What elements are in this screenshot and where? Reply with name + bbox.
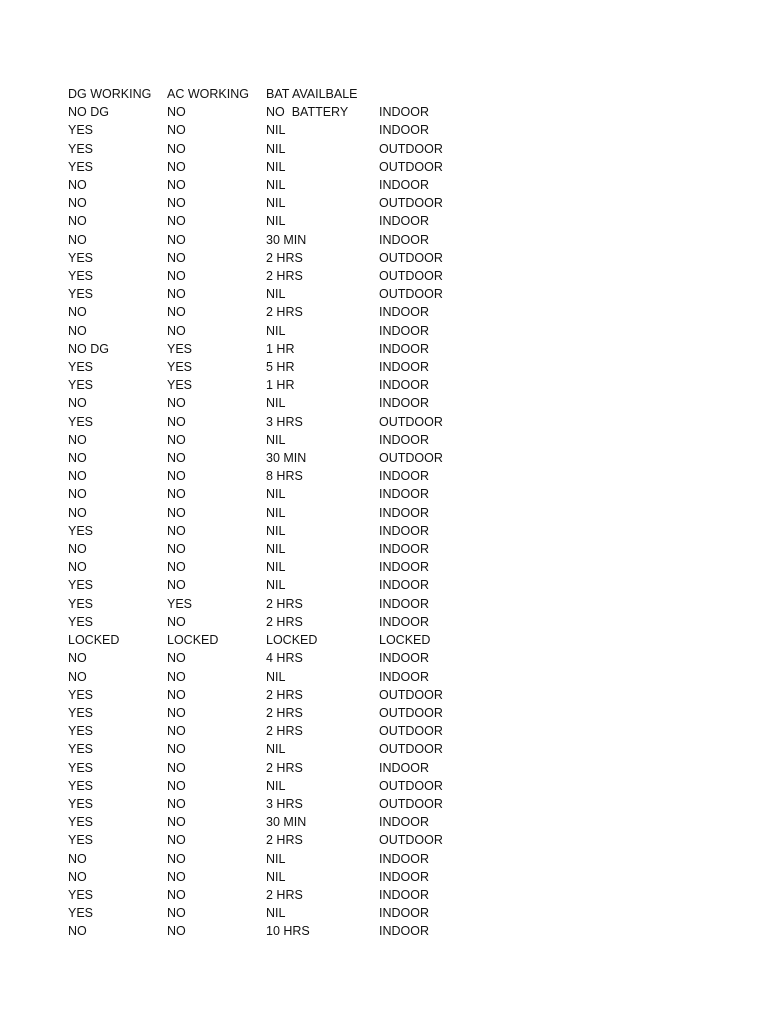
cell-bat-available: NIL: [266, 159, 286, 174]
cell-bat-available: 3 HRS: [266, 414, 303, 429]
cell-bat-available: 2 HRS: [266, 269, 303, 284]
cell-dg-working: NO: [68, 305, 87, 320]
cell-dg-working: NO: [68, 669, 87, 684]
cell-ac-working: NO: [167, 196, 186, 211]
cell-dg-working: NO DG: [68, 105, 109, 120]
cell-ac-working: NO: [167, 178, 186, 193]
cell-bat-available: NIL: [266, 178, 286, 193]
cell-ac-working: YES: [167, 341, 193, 356]
cell-bat-available: NIL: [266, 123, 286, 138]
cell-location: OUTDOOR: [379, 705, 443, 720]
cell-bat-available: NIL: [266, 906, 286, 921]
table-row: [68, 485, 479, 503]
cell-ac-working: NO: [167, 815, 186, 830]
table-row: [68, 722, 479, 740]
cell-dg-working: NO: [68, 542, 87, 557]
cell-location: OUTDOOR: [379, 687, 443, 702]
header-dg-working: DG WORKING: [68, 87, 152, 101]
cell-dg-working: NO: [68, 851, 87, 866]
table-row: [68, 158, 479, 176]
cell-bat-available: LOCKED: [266, 633, 318, 648]
cell-dg-working: YES: [68, 815, 94, 830]
cell-dg-working: YES: [68, 705, 94, 720]
table-row: [68, 777, 479, 795]
cell-bat-available: 2 HRS: [266, 833, 303, 848]
cell-dg-working: YES: [68, 523, 94, 538]
table-row: [68, 558, 479, 576]
table-row: [68, 194, 479, 212]
cell-ac-working: NO: [167, 305, 186, 320]
cell-ac-working: NO: [167, 906, 186, 921]
cell-location: LOCKED: [379, 633, 431, 648]
cell-dg-working: NO: [68, 651, 87, 666]
cell-dg-working: YES: [68, 123, 94, 138]
cell-ac-working: NO: [167, 487, 186, 502]
cell-ac-working: NO: [167, 232, 186, 247]
cell-location: INDOOR: [379, 323, 429, 338]
cell-dg-working: NO: [68, 214, 87, 229]
cell-bat-available: 2 HRS: [266, 614, 303, 629]
table-row: [68, 686, 479, 704]
cell-location: INDOOR: [379, 851, 429, 866]
cell-location: INDOOR: [379, 123, 429, 138]
cell-ac-working: NO: [167, 560, 186, 575]
table-row: [68, 850, 479, 868]
cell-bat-available: 2 HRS: [266, 887, 303, 902]
table-row: [68, 595, 479, 613]
cell-bat-available: NIL: [266, 396, 286, 411]
cell-ac-working: NO: [167, 505, 186, 520]
table-row: [68, 249, 479, 267]
cell-dg-working: NO: [68, 432, 87, 447]
cell-ac-working: NO: [167, 396, 186, 411]
cell-ac-working: NO: [167, 269, 186, 284]
table-row: [68, 340, 479, 358]
cell-bat-available: NIL: [266, 505, 286, 520]
cell-ac-working: YES: [167, 378, 193, 393]
cell-dg-working: YES: [68, 287, 94, 302]
table-row: [68, 449, 479, 467]
header-ac-working: AC WORKING: [167, 87, 249, 101]
cell-dg-working: YES: [68, 250, 94, 265]
cell-location: INDOOR: [379, 505, 429, 520]
cell-dg-working: YES: [68, 414, 94, 429]
cell-location: INDOOR: [379, 815, 429, 830]
table-row: [68, 540, 479, 558]
cell-ac-working: NO: [167, 214, 186, 229]
table-row: [68, 613, 479, 631]
cell-bat-available: 30 MIN: [266, 232, 307, 247]
table-body: [68, 103, 479, 940]
cell-location: INDOOR: [379, 596, 429, 611]
cell-ac-working: NO: [167, 542, 186, 557]
cell-bat-available: 10 HRS: [266, 924, 310, 939]
cell-bat-available: 2 HRS: [266, 724, 303, 739]
cell-dg-working: YES: [68, 141, 94, 156]
cell-bat-available: 30 MIN: [266, 451, 307, 466]
cell-dg-working: NO: [68, 487, 87, 502]
site-status-table: [68, 85, 479, 941]
cell-bat-available: 1 HR: [266, 341, 295, 356]
cell-bat-available: 2 HRS: [266, 760, 303, 775]
cell-location: INDOOR: [379, 469, 429, 484]
table-row: [68, 140, 479, 158]
cell-ac-working: NO: [167, 869, 186, 884]
header-bat-available: BAT AVAILBALE: [266, 87, 358, 101]
cell-location: OUTDOOR: [379, 196, 443, 211]
cell-location: INDOOR: [379, 360, 429, 375]
cell-location: INDOOR: [379, 542, 429, 557]
table-row: [68, 413, 479, 431]
cell-location: INDOOR: [379, 378, 429, 393]
cell-bat-available: 2 HRS: [266, 250, 303, 265]
cell-bat-available: NIL: [266, 432, 286, 447]
table-row: [68, 886, 479, 904]
cell-bat-available: 8 HRS: [266, 469, 303, 484]
header-location: [379, 85, 479, 103]
table-row: [68, 103, 479, 121]
cell-location: INDOOR: [379, 487, 429, 502]
cell-location: INDOOR: [379, 651, 429, 666]
cell-bat-available: NIL: [266, 323, 286, 338]
cell-dg-working: YES: [68, 887, 94, 902]
table-row: [68, 740, 479, 758]
cell-ac-working: NO: [167, 578, 186, 593]
cell-ac-working: NO: [167, 796, 186, 811]
cell-ac-working: NO: [167, 451, 186, 466]
cell-dg-working: NO DG: [68, 341, 109, 356]
cell-dg-working: NO: [68, 469, 87, 484]
table-row: [68, 668, 479, 686]
cell-bat-available: NIL: [266, 742, 286, 757]
table-row: [68, 813, 479, 831]
cell-ac-working: NO: [167, 469, 186, 484]
cell-ac-working: NO: [167, 414, 186, 429]
cell-dg-working: YES: [68, 778, 94, 793]
table-row: [68, 868, 479, 886]
cell-ac-working: NO: [167, 924, 186, 939]
table-row: [68, 504, 479, 522]
cell-location: OUTDOOR: [379, 250, 443, 265]
table-row: [68, 285, 479, 303]
cell-location: INDOOR: [379, 669, 429, 684]
cell-dg-working: YES: [68, 614, 94, 629]
cell-ac-working: NO: [167, 687, 186, 702]
table-row: [68, 631, 479, 649]
cell-location: INDOOR: [379, 214, 429, 229]
table-row: [68, 522, 479, 540]
cell-bat-available: 30 MIN: [266, 815, 307, 830]
cell-ac-working: NO: [167, 159, 186, 174]
cell-dg-working: YES: [68, 687, 94, 702]
table-row: [68, 831, 479, 849]
cell-bat-available: NIL: [266, 560, 286, 575]
cell-dg-working: NO: [68, 924, 87, 939]
cell-ac-working: NO: [167, 651, 186, 666]
cell-location: INDOOR: [379, 105, 429, 120]
cell-ac-working: NO: [167, 778, 186, 793]
cell-ac-working: NO: [167, 851, 186, 866]
cell-dg-working: NO: [68, 396, 87, 411]
table-row: [68, 267, 479, 285]
cell-ac-working: NO: [167, 105, 186, 120]
cell-bat-available: 1 HR: [266, 378, 295, 393]
table-row: [68, 576, 479, 594]
cell-ac-working: NO: [167, 669, 186, 684]
table-row: [68, 759, 479, 777]
cell-dg-working: YES: [68, 360, 94, 375]
data-sheet: [68, 85, 508, 941]
cell-bat-available: 4 HRS: [266, 651, 303, 666]
cell-dg-working: NO: [68, 178, 87, 193]
cell-location: INDOOR: [379, 178, 429, 193]
cell-dg-working: NO: [68, 323, 87, 338]
cell-ac-working: NO: [167, 724, 186, 739]
cell-bat-available: NIL: [266, 487, 286, 502]
table-row: [68, 376, 479, 394]
table-row: [68, 322, 479, 340]
cell-bat-available: NIL: [266, 778, 286, 793]
table-row: [68, 904, 479, 922]
cell-dg-working: NO: [68, 869, 87, 884]
cell-location: INDOOR: [379, 578, 429, 593]
cell-location: OUTDOOR: [379, 269, 443, 284]
cell-ac-working: NO: [167, 760, 186, 775]
table-row: [68, 467, 479, 485]
cell-bat-available: 2 HRS: [266, 305, 303, 320]
cell-ac-working: NO: [167, 523, 186, 538]
table-row: [68, 212, 479, 230]
cell-ac-working: YES: [167, 360, 193, 375]
cell-bat-available: NIL: [266, 214, 286, 229]
cell-location: INDOOR: [379, 869, 429, 884]
cell-bat-available: NIL: [266, 523, 286, 538]
cell-bat-available: NIL: [266, 542, 286, 557]
cell-dg-working: YES: [68, 578, 94, 593]
cell-dg-working: YES: [68, 724, 94, 739]
cell-location: INDOOR: [379, 560, 429, 575]
cell-ac-working: YES: [167, 596, 193, 611]
cell-location: INDOOR: [379, 341, 429, 356]
cell-dg-working: YES: [68, 378, 94, 393]
cell-ac-working: NO: [167, 123, 186, 138]
cell-bat-available: NIL: [266, 196, 286, 211]
cell-ac-working: NO: [167, 287, 186, 302]
cell-dg-working: YES: [68, 159, 94, 174]
cell-location: OUTDOOR: [379, 724, 443, 739]
cell-location: OUTDOOR: [379, 778, 443, 793]
header-row: [68, 85, 479, 103]
cell-location: INDOOR: [379, 305, 429, 320]
cell-location: INDOOR: [379, 924, 429, 939]
cell-dg-working: YES: [68, 760, 94, 775]
cell-location: INDOOR: [379, 614, 429, 629]
table-row: [68, 795, 479, 813]
cell-ac-working: NO: [167, 141, 186, 156]
cell-location: OUTDOOR: [379, 287, 443, 302]
cell-bat-available: NIL: [266, 141, 286, 156]
cell-bat-available: 2 HRS: [266, 705, 303, 720]
cell-ac-working: NO: [167, 833, 186, 848]
cell-dg-working: YES: [68, 742, 94, 757]
table-row: [68, 231, 479, 249]
cell-dg-working: YES: [68, 269, 94, 284]
cell-bat-available: 3 HRS: [266, 796, 303, 811]
table-row: [68, 394, 479, 412]
cell-ac-working: NO: [167, 614, 186, 629]
cell-dg-working: YES: [68, 796, 94, 811]
cell-location: INDOOR: [379, 906, 429, 921]
cell-location: INDOOR: [379, 760, 429, 775]
cell-dg-working: YES: [68, 906, 94, 921]
cell-location: OUTDOOR: [379, 141, 443, 156]
cell-dg-working: NO: [68, 560, 87, 575]
cell-bat-available: 5 HR: [266, 360, 295, 375]
cell-bat-available: NIL: [266, 287, 286, 302]
table-row: [68, 704, 479, 722]
cell-bat-available: NIL: [266, 578, 286, 593]
cell-ac-working: NO: [167, 250, 186, 265]
cell-ac-working: NO: [167, 432, 186, 447]
cell-location: INDOOR: [379, 887, 429, 902]
table-row: [68, 176, 479, 194]
table-row: [68, 431, 479, 449]
cell-ac-working: NO: [167, 887, 186, 902]
cell-bat-available: 2 HRS: [266, 687, 303, 702]
cell-bat-available: NIL: [266, 869, 286, 884]
cell-location: INDOOR: [379, 396, 429, 411]
cell-location: OUTDOOR: [379, 451, 443, 466]
cell-location: OUTDOOR: [379, 159, 443, 174]
cell-location: OUTDOOR: [379, 414, 443, 429]
table-row: [68, 358, 479, 376]
table-row: [68, 121, 479, 139]
cell-ac-working: NO: [167, 705, 186, 720]
cell-location: INDOOR: [379, 432, 429, 447]
cell-ac-working: NO: [167, 323, 186, 338]
cell-dg-working: YES: [68, 833, 94, 848]
cell-location: INDOOR: [379, 523, 429, 538]
cell-bat-available: NO BATTERY: [266, 105, 349, 120]
cell-location: INDOOR: [379, 232, 429, 247]
cell-dg-working: NO: [68, 505, 87, 520]
cell-dg-working: LOCKED: [68, 633, 120, 648]
table-row: [68, 922, 479, 940]
cell-ac-working: NO: [167, 742, 186, 757]
cell-bat-available: 2 HRS: [266, 596, 303, 611]
cell-ac-working: LOCKED: [167, 633, 219, 648]
cell-location: OUTDOOR: [379, 742, 443, 757]
cell-dg-working: NO: [68, 232, 87, 247]
cell-location: OUTDOOR: [379, 833, 443, 848]
cell-location: OUTDOOR: [379, 796, 443, 811]
cell-dg-working: YES: [68, 596, 94, 611]
cell-bat-available: NIL: [266, 669, 286, 684]
cell-dg-working: NO: [68, 451, 87, 466]
cell-dg-working: NO: [68, 196, 87, 211]
table-row: [68, 649, 479, 667]
table-row: [68, 303, 479, 321]
cell-bat-available: NIL: [266, 851, 286, 866]
